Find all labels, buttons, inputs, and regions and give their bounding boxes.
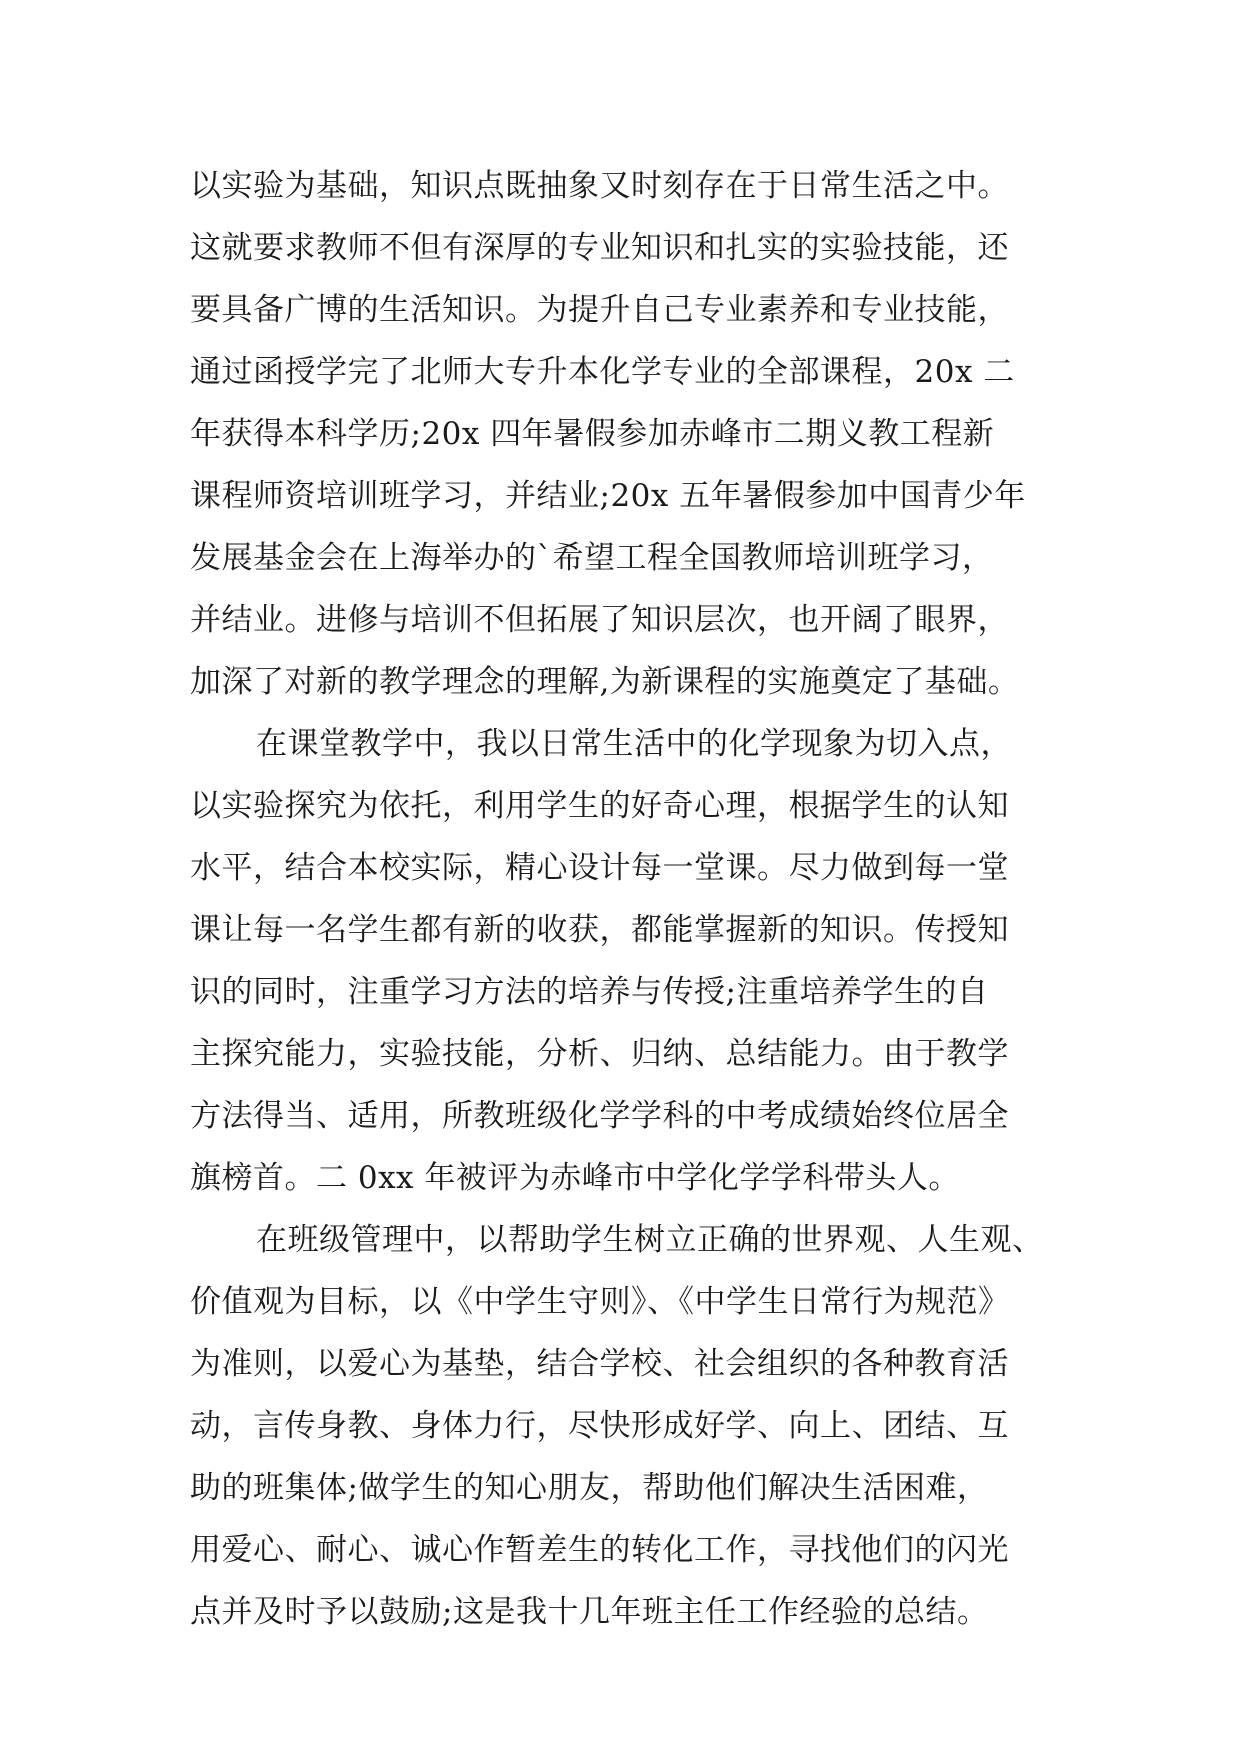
text-line: 年获得本科学历;20x 四年暑假参加赤峰市二期义教工程新 (190, 416, 995, 452)
text-line: 在班级管理中，以帮助学生树立正确的世界观、人生观、 (256, 1222, 1044, 1258)
text-line: 主探究能力，实验技能，分析、归纳、总结能力。由于教学 (190, 1036, 1009, 1072)
paragraph (190, 713, 1090, 1209)
text-line: 以实验为基础，知识点既抽象又时刻存在于日常生活之中。 (190, 168, 1009, 204)
text-line: 水平，结合本校实际，精心设计每一堂课。尽力做到每一堂 (190, 850, 1009, 886)
text-line: 价值观为目标，以《中学生守则》、《中学生日常行为规范》 (190, 1284, 1010, 1320)
text-line: 加深了对新的教学理念的理解,为新课程的实施奠定了基础。 (190, 664, 1020, 700)
text-line: 点并及时予以鼓励;这是我十几年班主任工作经验的总结。 (190, 1594, 989, 1630)
text-line: 这就要求教师不但有深厚的专业知识和扎实的实验技能，还 (190, 230, 1009, 266)
text-line: 以实验探究为依托，利用学生的好奇心理，根据学生的认知 (190, 788, 1009, 824)
text-line: 旗榜首。二 0xx 年被评为赤峰市中学化学学科带头人。 (190, 1160, 960, 1196)
text-line: 用爱心、耐心、诚心作暂差生的转化工作，寻找他们的闪光 (190, 1532, 1009, 1568)
text-line: 在课堂教学中，我以日常生活中的化学现象为切入点， (256, 726, 1012, 762)
document-body (190, 155, 1090, 1643)
text-line: 通过函授学完了北师大专升本化学专业的全部课程，20x 二 (190, 354, 1015, 390)
paragraph (190, 1209, 1090, 1643)
text-line: 要具备广博的生活知识。为提升自己专业素养和专业技能， (190, 292, 1009, 328)
paragraph (190, 155, 1090, 713)
text-line: 识的同时，注重学习方法的培养与传授;注重培养学生的自 (190, 974, 989, 1010)
text-line: 发展基金会在上海举办的`希望工程全国教师培训班学习， (190, 540, 994, 576)
text-line: 方法得当、适用，所教班级化学学科的中考成绩始终位居全 (190, 1098, 1009, 1134)
text-line: 课程师资培训班学习，并结业;20x 五年暑假参加中国青少年 (190, 478, 1026, 514)
text-line: 动，言传身教、身体力行，尽快形成好学、向上、团结、互 (190, 1408, 1009, 1444)
text-line: 为准则，以爱心为基垫，结合学校、社会组织的各种教育活 (190, 1346, 1009, 1382)
text-line: 并结业。进修与培训不但拓展了知识层次，也开阔了眼界， (190, 602, 1009, 638)
text-line: 课让每一名学生都有新的收获，都能掌握新的知识。传授知 (190, 912, 1009, 948)
text-line: 助的班集体;做学生的知心朋友，帮助他们解决生活困难， (190, 1470, 989, 1506)
